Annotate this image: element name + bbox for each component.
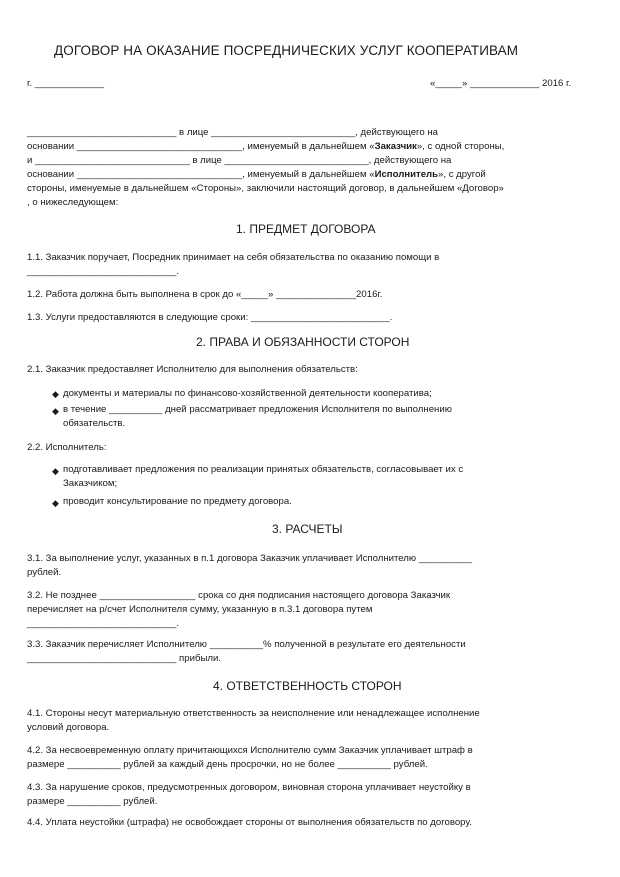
clause-4-2: 4.2. За несвоевременную оплату причитающихся Исполнителю сумм Заказчик уплачивает штраф в bbox=[27, 745, 473, 756]
list-item: в течение __________ дней рассматривает предложения Исполнителя по выполнению bbox=[63, 404, 452, 415]
customer-term: Заказчик bbox=[374, 141, 417, 152]
preamble-line: , о нижеследующем: bbox=[27, 197, 119, 208]
list-item: документы и материалы по финансово-хозяйственной деятельности кооператива; bbox=[63, 388, 432, 399]
bullet-icon: ◆ bbox=[52, 389, 59, 399]
clause-1-1: 1.1. Заказчик поручает, Посредник принимает на себя обязательства по оказанию помощи в bbox=[27, 252, 440, 263]
clause-1-1-cont: ____________________________. bbox=[27, 266, 180, 277]
list-item-cont: Заказчиком; bbox=[63, 478, 118, 489]
preamble-line: стороны, именуемые в дальнейшем «Стороны», заключили настоящий договор, в дальнейшем «Договор» bbox=[27, 183, 504, 194]
clause-4-3-cont: размере __________ рублей. bbox=[27, 796, 158, 807]
section-heading-4: 4. ОТВЕТСТВЕННОСТЬ СТОРОН bbox=[213, 679, 402, 693]
clause-1-2: 1.2. Работа должна быть выполнена в срок до «_____» _______________2016г. bbox=[27, 289, 383, 300]
clause-3-3: 3.3. Заказчик перечисляет Исполнителю __________% полученной в результате его деятельности bbox=[27, 639, 466, 650]
clause-3-1-cont: рублей. bbox=[27, 567, 62, 578]
clause-3-2: 3.2. Не позднее __________________ срока со дня подписания настоящего договора Заказчик bbox=[27, 590, 451, 601]
clause-4-2-cont: размере __________ рублей за каждый день просрочки, но не более __________ рублей. bbox=[27, 759, 428, 770]
clause-4-4: 4.4. Уплата неустойки (штрафа) не освобождает стороны от выполнения обязательств по договору. bbox=[27, 817, 472, 828]
clause-3-2-cont: перечисляет на р/счет Исполнителя сумму, указанную в п.3.1 договора путем bbox=[27, 604, 373, 615]
document-title: ДОГОВОР НА ОКАЗАНИЕ ПОСРЕДНИЧЕСКИХ УСЛУГ КООПЕРАТИВАМ bbox=[54, 43, 519, 58]
clause-1-3: 1.3. Услуги предоставляются в следующие сроки: __________________________. bbox=[27, 312, 393, 323]
clause-3-3-cont: ____________________________ прибыли. bbox=[27, 653, 221, 664]
bullet-icon: ◆ bbox=[52, 466, 59, 476]
section-heading-2: 2. ПРАВА И ОБЯЗАННОСТИ СТОРОН bbox=[196, 335, 410, 349]
section-heading-3: 3. РАСЧЕТЫ bbox=[272, 522, 343, 536]
clause-4-3: 4.3. За нарушение сроков, предусмотренных договором, виновная сторона уплачивает неустойку в bbox=[27, 782, 471, 793]
clause-2-2: 2.2. Исполнитель: bbox=[27, 442, 107, 453]
section-heading-1: 1. ПРЕДМЕТ ДОГОВОРА bbox=[236, 222, 376, 236]
clause-4-1-cont: условий договора. bbox=[27, 722, 110, 733]
list-item: проводит консультирование по предмету договора. bbox=[63, 496, 292, 507]
contractor-term: Исполнитель bbox=[374, 169, 439, 180]
preamble-line: основании _______________________________, именуемый в дальнейшем «Исполнитель», с другой bbox=[27, 169, 486, 180]
preamble-line: основании _______________________________, именуемый в дальнейшем «Заказчик», с одной стороны, bbox=[27, 141, 505, 152]
clause-4-1: 4.1. Стороны несут материальную ответственность за неисполнение или ненадлежащее исполнение bbox=[27, 708, 480, 719]
list-item-cont: обязательств. bbox=[63, 418, 126, 429]
bullet-icon: ◆ bbox=[52, 406, 59, 416]
clause-2-1: 2.1. Заказчик предоставляет Исполнителю для выполнения обязательств: bbox=[27, 364, 358, 375]
clause-3-2-cont: ____________________________. bbox=[27, 618, 180, 629]
preamble-line: ____________________________ в лице ___________________________, действующего на bbox=[27, 127, 438, 138]
clause-3-1: 3.1. За выполнение услуг, указанных в п.1 договора Заказчик уплачивает Исполнителю __________ bbox=[27, 553, 473, 564]
city-field: г. _____________ bbox=[27, 78, 105, 89]
list-item: подготавливает предложения по реализации принятых обязательств, согласовывает их с bbox=[63, 464, 464, 475]
date-field: «_____» _____________ 2016 г. bbox=[430, 78, 572, 89]
bullet-icon: ◆ bbox=[52, 498, 59, 508]
preamble-line: и _____________________________ в лице ___________________________, действующего на bbox=[27, 155, 452, 166]
